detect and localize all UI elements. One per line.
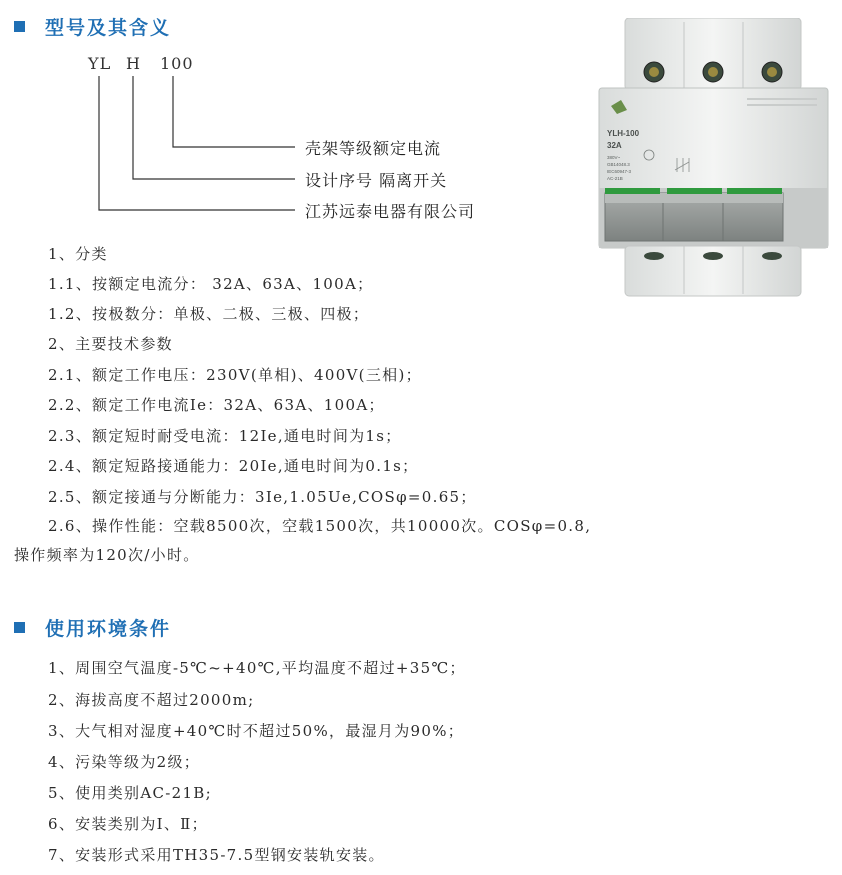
condition-line: 4、污染等级为2级；: [48, 753, 201, 771]
isolating-switch-image: [597, 18, 830, 298]
product-spec-line: IEC60947-3: [607, 169, 632, 174]
condition-line: 5、使用类别AC-21B;: [48, 784, 212, 802]
annotation-company: 江苏远泰电器有限公司: [305, 202, 476, 221]
product-model-label: YLH-100: [607, 129, 640, 138]
leader-line-design-serial: [133, 76, 295, 179]
section-title: 型号及其含义: [45, 17, 172, 39]
spec-line: 2.2、额定工作电流Ie：32A、63A、100A；: [48, 396, 385, 414]
spec-line: 2.5、额定接通与分断能力：3Ie,1.05Ue,COSφ=0.65；: [48, 488, 477, 506]
annotation-rated-current: 壳架等级额定电流: [305, 139, 442, 158]
product-spec-line: 380V~: [607, 155, 621, 160]
annotation-design-serial: 设计序号 隔离开关: [305, 171, 448, 190]
product-spec-line: GB14048.3: [607, 162, 630, 167]
condition-line: 3、大气相对湿度+40℃时不超过50%，最湿月为90%；: [48, 722, 465, 740]
square-bullet-icon: [14, 622, 25, 633]
condition-line: 1、周围空气温度-5℃~+40℃,平均温度不超过+35℃；: [48, 659, 466, 677]
product-spec-line: AC-21B: [607, 176, 623, 181]
spec-line: 2.1、额定工作电压：230V(单相)、400V(三相)；: [48, 366, 422, 384]
spec-line: 操作频率为120次/小时。: [14, 546, 200, 564]
model-code-part-yl: YL: [88, 54, 112, 73]
section-heading-environment: [14, 614, 171, 641]
leader-line-company: [99, 76, 295, 210]
section-title: 使用环境条件: [45, 618, 172, 640]
spec-line: 2.4、额定短路接通能力：20Ie,通电时间为0.1s；: [48, 457, 419, 475]
spec-line: 1.2、按极数分：单极、二极、三极、四极；: [48, 305, 370, 323]
condition-line: 2、海拔高度不超过2000m;: [48, 691, 255, 709]
condition-line: 6、安装类别为Ⅰ、Ⅱ；: [48, 815, 208, 833]
product-rating-label: 32A: [607, 141, 622, 150]
leader-line-rated-current: [173, 76, 295, 147]
model-code-part-100: 100: [160, 54, 194, 73]
spec-line: 2.6、操作性能：空载8500次，空载1500次，共10000次。COSφ=0.8,: [48, 517, 592, 535]
model-code-part-h: H: [126, 54, 141, 73]
spec-line: 1、分类: [48, 245, 108, 263]
spec-line: 1.1、按额定电流分： 32A、63A、100A；: [48, 275, 374, 293]
spec-line: 2、主要技术参数: [48, 335, 173, 353]
spec-line: 2.3、额定短时耐受电流：12Ie,通电时间为1s；: [48, 427, 402, 445]
condition-line: 7、安装形式采用TH35-7.5型钢安装轨安装。: [48, 846, 385, 864]
